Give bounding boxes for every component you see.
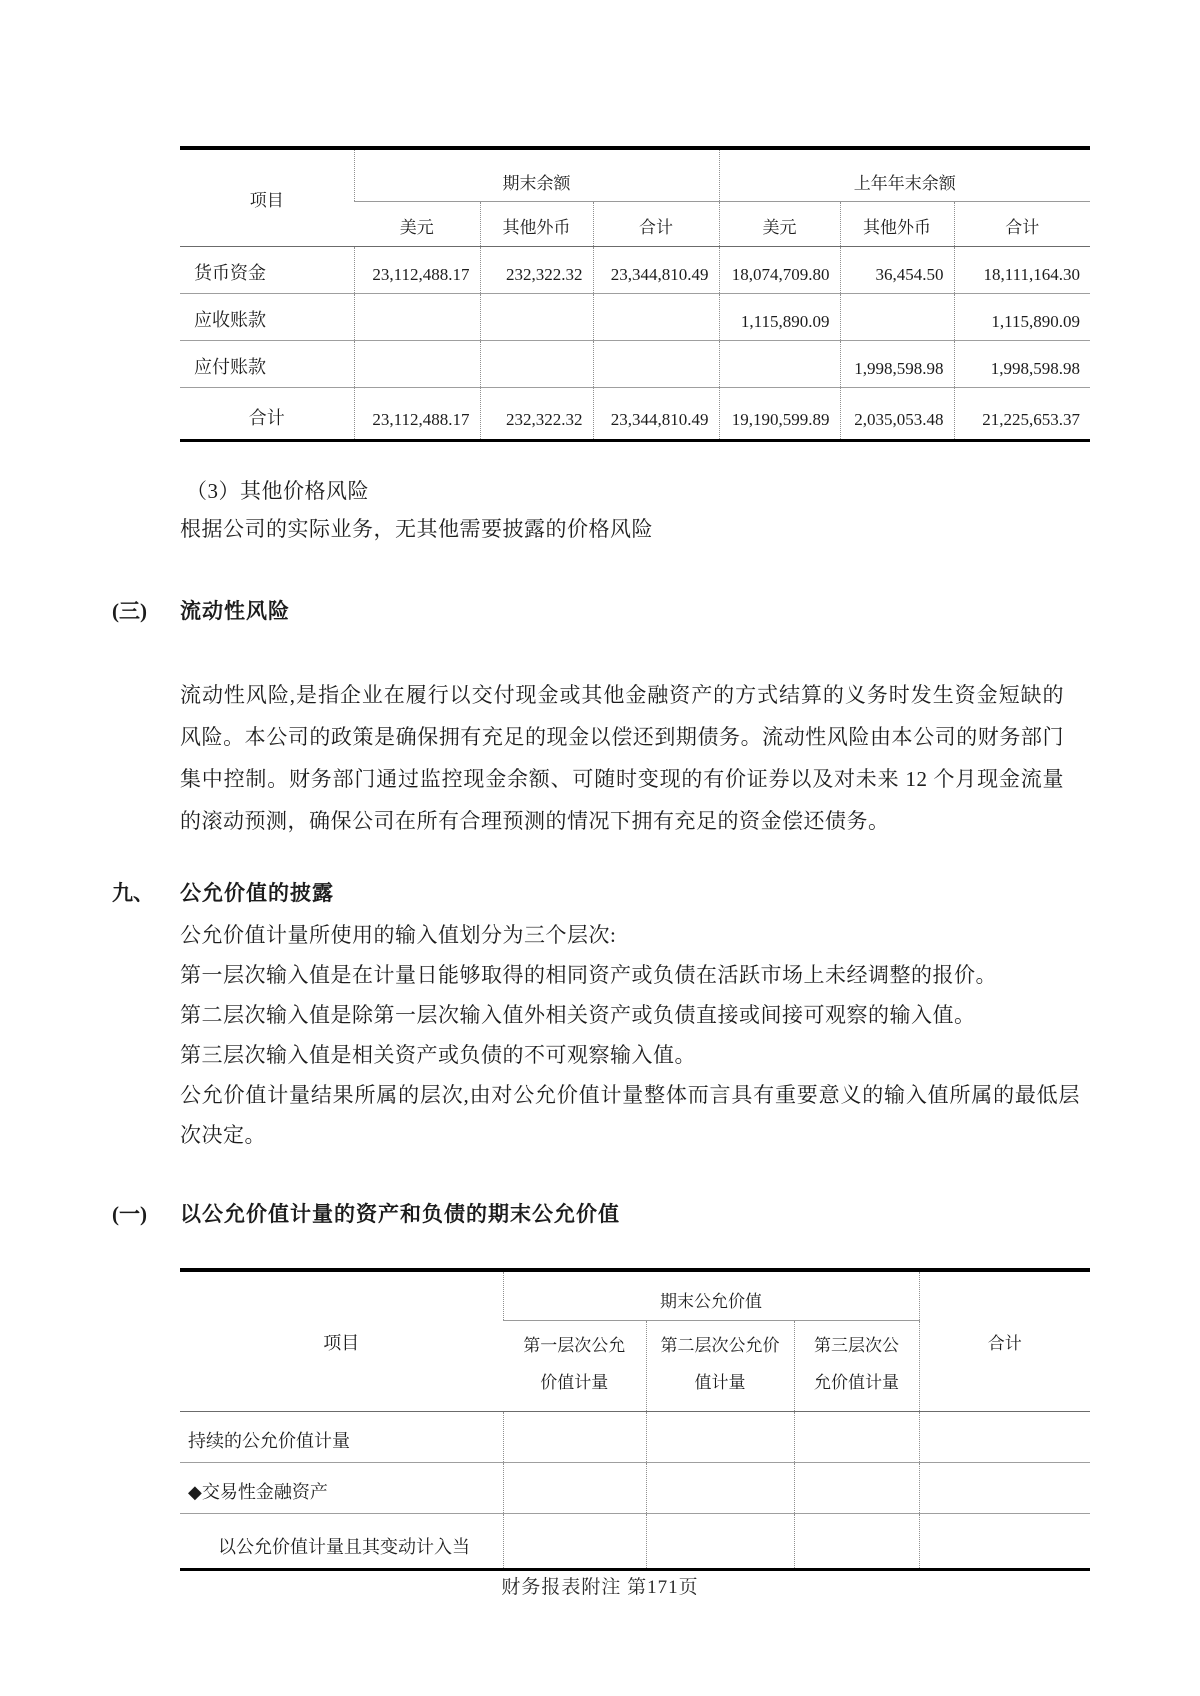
table-cell [503,1463,646,1514]
section-number: 九、 [112,881,154,905]
section-number: (一) [112,1202,147,1226]
column-header-other-currency: 其他外币 [840,202,954,247]
header-line: 第三层次公 [814,1336,899,1355]
table-cell [646,1463,794,1514]
fair-value-line: 第一层次输入值是在计量日能够取得的相同资产或负债在活跃市场上未经调整的报价。 [180,963,997,987]
table-row [180,1514,1090,1570]
row-label: ◆交易性金融资产 [180,1463,503,1514]
row-label: 货币资金 [180,247,354,294]
price-risk-title: 其他价格风险 [240,479,369,503]
fair-value-line: 公允价值计量结果所属的层次,由对公允价值计量整体而言具有重要意义的输入值所属的最低层次决定。 [180,1083,1080,1147]
column-header-total: 合计 [593,202,719,247]
row-label: 持续的公允价值计量 [180,1412,503,1463]
table-cell: 19,190,599.89 [719,388,840,441]
section-title: 公允价值的披露 [180,881,334,905]
fair-value-text-block [180,915,1080,1155]
column-header-other-currency: 其他外币 [480,202,593,247]
table-cell [480,341,593,388]
column-group-ending-balance: 期末余额 [354,148,719,202]
table-cell: 1,998,598.98 [954,341,1090,388]
table-cell [719,341,840,388]
page-footer: 财务报表附注 第171页 [501,1577,699,1598]
column-header-usd: 美元 [719,202,840,247]
table-cell [354,341,480,388]
row-label: 以公允价值计量且其变动计入当 [218,1537,470,1557]
column-group-ending-fair-value: 期末公允价值 [503,1270,919,1321]
table-cell [840,294,954,341]
table-cell: 23,344,810.49 [593,388,719,441]
table-cell: 232,322.32 [480,388,593,441]
fair-value-table-heading [112,1199,1092,1229]
table-cell [593,294,719,341]
table-cell [646,1514,794,1570]
row-label: 应收账款 [180,294,354,341]
column-header-level3 [794,1321,919,1412]
header-line: 价值计量 [540,1373,609,1392]
column-header-total: 合计 [919,1270,1090,1412]
table-row [180,341,1090,388]
table-cell: 23,344,810.49 [593,247,719,294]
column-group-prior-year-balance: 上年年末余额 [719,148,1090,202]
fair-value-heading [112,878,1092,908]
column-header-total: 合计 [954,202,1090,247]
table-cell [503,1412,646,1463]
table-cell: 232,322.32 [480,247,593,294]
table-row [180,1412,1090,1463]
table-cell [354,294,480,341]
section-title: 流动性风险 [180,599,290,623]
table-cell: 1,115,890.09 [954,294,1090,341]
table-cell [919,1463,1090,1514]
header-line: 允价值计量 [814,1373,899,1392]
price-risk-body: 根据公司的实际业务，无其他需要披露的价格风险 [180,517,653,541]
table-cell [794,1514,919,1570]
column-header-usd: 美元 [354,202,480,247]
header-line: 第二层次公允价 [660,1336,780,1355]
table-cell: 18,111,164.30 [954,247,1090,294]
table-row [180,294,1090,341]
currency-balance-table [180,146,1090,442]
table-cell: 23,112,488.17 [354,388,480,441]
table-cell [794,1463,919,1514]
row-label: 应付账款 [180,341,354,388]
price-risk-subheading [186,476,369,506]
liquidity-paragraph: 流动性风险,是指企业在履行以交付现金或其他金融资产的方式结算的义务时发生资金短缺的风险。本公司的政策是确保拥有充足的现金以偿还到期债务。流动性风险由本公司的财务部门集中控制。财务部门通过监控现金余额、可随时变现的有价证券以及对未来 12 个月现金流量的滚动预测，确保公司在所有合理预测的情况下拥有充足的资金偿还债务。 [180,683,1064,833]
fair-value-table [180,1268,1090,1571]
column-header-item: 项目 [180,148,354,247]
table-cell: 1,115,890.09 [719,294,840,341]
column-header-item: 项目 [180,1270,503,1412]
fair-value-line: 第三层次输入值是相关资产或负债的不可观察输入值。 [180,1043,696,1067]
table-cell [919,1412,1090,1463]
column-header-level1 [503,1321,646,1412]
table-cell [919,1514,1090,1570]
fair-value-line: 第二层次输入值是除第一层次输入值外相关资产或负债直接或间接可观察的输入值。 [180,1003,976,1027]
header-line: 第一层次公允 [523,1336,626,1355]
table-row [180,1463,1090,1514]
table-cell [480,294,593,341]
header-line: 值计量 [694,1373,746,1392]
table-cell: 36,454.50 [840,247,954,294]
column-header-level2 [646,1321,794,1412]
section-title: 以公允价值计量的资产和负债的期末公允价值 [180,1202,620,1226]
table-header-group-row [180,148,1090,202]
table-cell: 23,112,488.17 [354,247,480,294]
table-cell: 21,225,653.37 [954,388,1090,441]
section-number: (三) [112,599,147,623]
row-label-total: 合计 [248,408,285,428]
table-cell: 1,998,598.98 [840,341,954,388]
table-cell [794,1412,919,1463]
table-cell [593,341,719,388]
table-row [180,247,1090,294]
table-header-group-row [180,1270,1090,1321]
table-cell [646,1412,794,1463]
price-risk-number: （3） [186,479,240,503]
table-cell [503,1514,646,1570]
table-cell: 18,074,709.80 [719,247,840,294]
table-total-row [180,388,1090,441]
fair-value-line: 公允价值计量所使用的输入值划分为三个层次: [180,923,617,947]
table-cell: 2,035,053.48 [840,388,954,441]
liquidity-heading [112,596,1092,626]
